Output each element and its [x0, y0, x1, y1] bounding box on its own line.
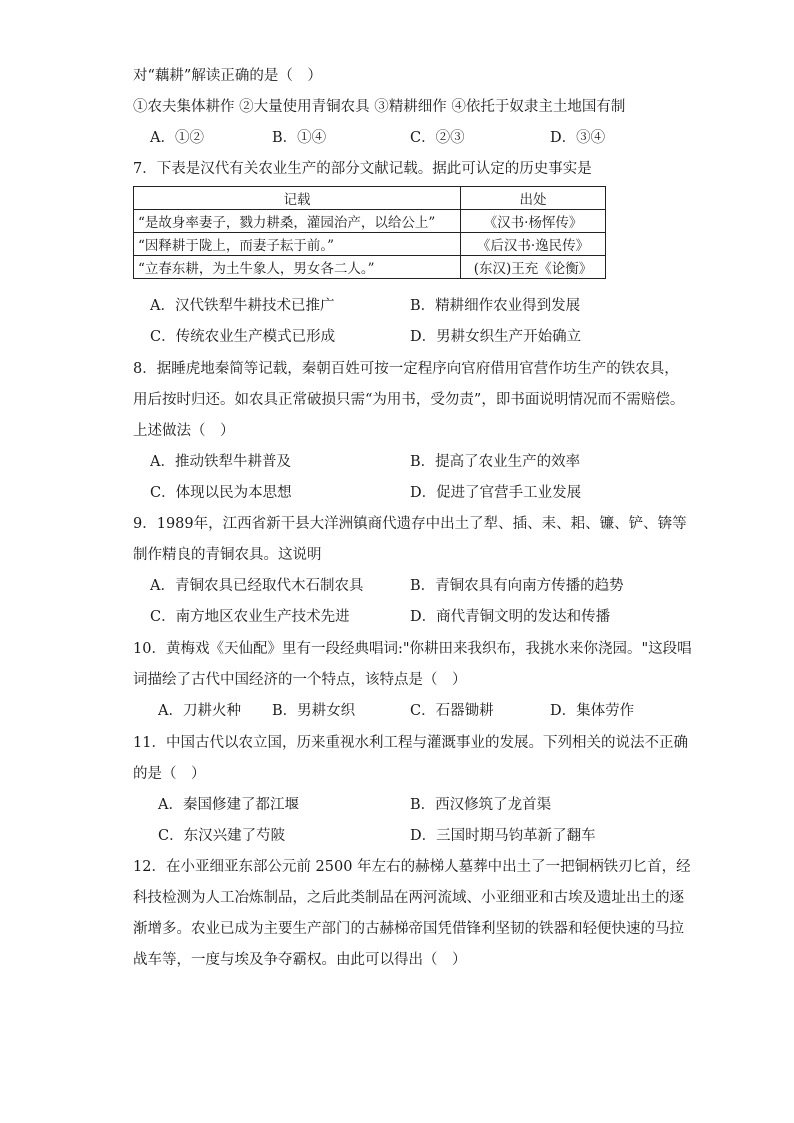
q9-line-1: 9．1989年，江西省新干县大洋洲镇商代遗存中出土了犁、插、耒、耜、镰、铲、锛等: [133, 516, 687, 532]
q7-option-c[interactable]: C．传统农业生产模式已形成: [150, 329, 336, 345]
q11-option-b[interactable]: B．西汉修筑了龙首渠: [410, 797, 552, 813]
table-cell-source: 《后汉书·逸民传》: [461, 233, 606, 256]
q10-option-b[interactable]: B．男耕女织: [272, 703, 356, 719]
q6-option-c[interactable]: C．②③: [410, 130, 465, 146]
q8-option-b[interactable]: B．提高了农业生产的效率: [410, 454, 581, 470]
q10-option-c[interactable]: C．石器锄耕: [410, 703, 494, 719]
q7-stem: 7．下表是汉代有关农业生产的部分文献记载。据此可认定的历史事实是: [133, 161, 592, 177]
table-header-record: 记载: [134, 187, 461, 210]
q8-line-3: 上述做法（ ）: [133, 423, 235, 439]
table-row: [134, 233, 606, 256]
q11-line-2: 的是（ ）: [133, 766, 206, 782]
table-header-source: 出处: [461, 187, 606, 210]
q6-option-b[interactable]: B．①④: [272, 130, 327, 146]
q7-option-b[interactable]: B．精耕细作农业得到发展: [410, 298, 581, 314]
table-cell-record: “是故身率妻子，戮力耕桑，灌园治产，以给公上”: [134, 210, 461, 233]
q6-option-a[interactable]: A．①②: [150, 130, 204, 146]
q9-line-2: 制作精良的青铜农具。这说明: [133, 547, 322, 563]
table-cell-source: (东汉)王充《论衡》: [461, 256, 606, 279]
table-row: [134, 210, 606, 233]
q10-option-a[interactable]: A．刀耕火种: [158, 703, 241, 719]
q6-items: ①农夫集体耕作 ②大量使用青铜农具 ③精耕细作 ④依托于奴隶主土地国有制: [133, 99, 626, 115]
table-cell-record: “立春东耕，为土牛象人，男女各二人。”: [134, 256, 461, 279]
q6-option-d[interactable]: D．③④: [550, 130, 606, 146]
q8-option-a[interactable]: A．推动铁犁牛耕普及: [150, 454, 291, 470]
q8-option-d[interactable]: D．促进了官营手工业发展: [410, 485, 582, 501]
q8-line-1: 8．据睡虎地秦简等记载，秦朝百姓可按一定程序向官府借用官营作坊生产的铁农具，: [133, 361, 679, 377]
q11-option-a[interactable]: A．秦国修建了都江堰: [158, 797, 299, 813]
q10-option-d[interactable]: D．集体劳作: [550, 703, 635, 719]
table-cell-record: “因释耕于陇上，而妻子耘于前。”: [134, 233, 461, 256]
q9-option-a[interactable]: A．青铜农具已经取代木石制农具: [150, 578, 364, 594]
q6-stem: 对“藕耕”解读正确的是（ ）: [133, 68, 322, 84]
q8-option-c[interactable]: C．体现以民为本思想: [150, 485, 292, 501]
table-header-row: [134, 187, 606, 210]
q9-option-b[interactable]: B．青铜农具有向南方传播的趋势: [410, 578, 624, 594]
q10-line-2: 词描绘了古代中国经济的一个特点，该特点是（ ）: [133, 672, 467, 688]
q11-option-d[interactable]: D．三国时期马钧革新了翻车: [410, 828, 596, 844]
table-cell-source: 《汉书·杨恽传》: [461, 210, 606, 233]
q11-line-1: 11．中国古代以农立国，历来重视水利工程与灌溉事业的发展。下列相关的说法不正确: [133, 735, 688, 751]
q9-option-d[interactable]: D．商代青铜文明的发达和传播: [410, 609, 611, 625]
q8-line-2: 用后按时归还。如农具正常破损只需“为用书，受勿责”，即书面说明情况而不需赔偿。: [133, 392, 685, 408]
q12-line-3: 渐增多。农业已成为主要生产部门的古赫梯帝国凭借锋利坚韧的铁器和轻便快速的马拉: [133, 921, 684, 937]
table-row: [134, 256, 606, 279]
q7-option-a[interactable]: A．汉代铁犁牛耕技术已推广: [150, 298, 335, 314]
q12-line-2: 科技检测为人工冶炼制品，之后此类制品在两河流域、小亚细亚和古埃及遗址出土的逐: [133, 890, 684, 906]
q12-line-1: 12．在小亚细亚东部公元前 2500 年左右的赫梯人墓葬中出土了一把铜柄铁刃匕首，经: [133, 859, 691, 875]
q12-line-4: 战车等，一度与埃及争夺霸权。由此可以得出（ ）: [133, 952, 467, 968]
q9-option-c[interactable]: C．南方地区农业生产技术先进: [150, 609, 350, 625]
q11-option-c[interactable]: C．东汉兴建了芍陂: [158, 828, 286, 844]
q7-source-table: [133, 186, 606, 279]
q10-line-1: 10．黄梅戏《天仙配》里有一段经典唱词:"你耕田来我织布，我挑水来你浇园。"这段唱: [133, 641, 692, 657]
q7-option-d[interactable]: D．男耕女织生产开始确立: [410, 329, 582, 345]
